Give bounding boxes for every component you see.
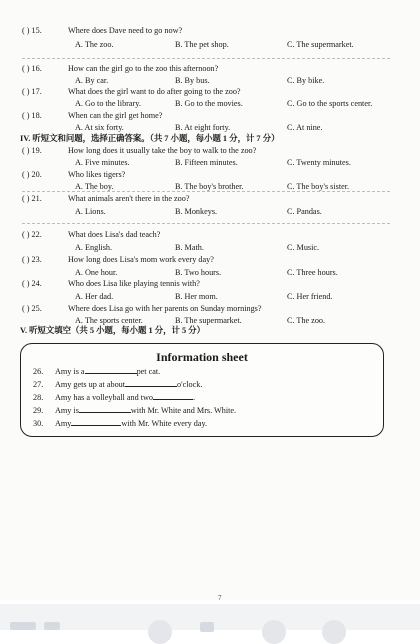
question-25 [22,304,262,314]
option-c: C. The boy's sister. [287,182,350,191]
option-a: A. Her dad. [75,292,114,301]
option-b: B. Fifteen minutes. [175,158,238,167]
option-c: C. Pandas. [287,207,322,216]
fold-line [22,223,390,224]
option-c: C. Music. [287,243,320,252]
question-15 [22,26,182,36]
question-number: ( ) 19. [22,146,42,155]
option-b: B. Math. [175,243,204,252]
fill-line-28 [33,392,195,403]
question-19 [22,146,256,156]
toolbar-more-icon[interactable] [322,620,346,644]
option-a: A. The zoo. [75,40,114,49]
option-a: A. The sports center. [75,316,143,325]
toolbar-circle-icon[interactable] [148,620,172,644]
question-stem: Who likes tigers? [68,170,126,179]
line-number: 27. [33,380,44,389]
option-b: B. The supermarket. [175,316,242,325]
line-number: 29. [33,406,44,415]
option-b: B. The boy's brother. [175,182,244,191]
question-number: ( ) 16. [22,64,42,73]
option-c: C. At nine. [287,123,323,132]
toolbar-share-icon[interactable] [262,620,286,644]
option-c: C. The zoo. [287,316,326,325]
line-text-before: Amy has a volleyball and two [55,393,154,402]
question-number: ( ) 25. [22,304,42,313]
option-a: A. By car. [75,76,109,85]
question-stem: How long does it usually take the boy to walk to the zoo? [68,146,257,155]
fold-line [22,191,390,192]
line-number: 28. [33,393,44,402]
option-a: A. At six forty. [75,123,124,132]
answer-blank[interactable] [79,405,131,413]
line-text-after: . [193,393,196,402]
question-stem: How long does Lisa's mom work every day? [68,255,214,264]
line-number: 26. [33,367,44,376]
line-text-after: o'clock. [177,380,203,389]
option-a: A. The boy. [75,182,114,191]
line-text-after: with Mr. White every day. [121,419,208,428]
question-number: ( ) 17. [22,87,42,96]
option-b: B. Monkeys. [175,207,218,216]
line-text-before: Amy gets up at about [55,380,126,389]
answer-blank[interactable] [71,418,121,426]
fold-line [22,58,390,59]
information-sheet [20,343,384,437]
question-16 [22,64,218,74]
question-23 [22,255,214,265]
option-b: B. Two hours. [175,268,222,277]
question-22 [22,230,160,240]
toolbar-list-icon[interactable] [44,622,60,630]
option-c: C. The supermarket. [287,40,354,49]
question-number: ( ) 15. [22,26,42,35]
section-5-heading: V. 听短文填空（共 5 小题，每小题 1 分，计 5 分） [20,326,206,335]
question-number: ( ) 23. [22,255,42,264]
option-b: B. The pet shop. [175,40,229,49]
option-a: A. Five minutes. [75,158,130,167]
fill-line-30 [33,418,207,429]
question-21 [22,194,190,204]
question-stem: What does Lisa's dad teach? [68,230,161,239]
question-24 [22,279,200,289]
question-stem: How can the girl go to the zoo this afternoon? [68,64,219,73]
option-b: B. Her mom. [175,292,218,301]
question-stem: When can the girl get home? [68,111,163,120]
line-text-after: pet cat. [136,367,161,376]
toolbar-tab-icon[interactable] [10,622,36,630]
line-text-before: Amy is a [55,367,85,376]
information-sheet-title: Information sheet [156,350,248,364]
viewer-toolbar [0,604,420,630]
option-c: C. By bike. [287,76,325,85]
question-stem: Who does Lisa like playing tennis with? [68,279,200,288]
fill-line-27 [33,379,202,390]
page-number: 7 [218,594,222,602]
toolbar-edit-icon[interactable] [200,622,214,632]
option-a: A. English. [75,243,113,252]
answer-blank[interactable] [85,366,137,374]
section-4-heading: IV. 听短文和问题，选择正确答案。（共 7 小题，每小题 1 分，计 7 分） [20,134,280,143]
question-number: ( ) 20. [22,170,42,179]
question-number: ( ) 24. [22,279,42,288]
line-text-before: Amy [55,419,72,428]
question-20 [22,170,125,180]
answer-blank[interactable] [153,392,196,402]
option-a: A. Lions. [75,207,106,216]
line-number: 30. [33,419,44,428]
question-number: ( ) 18. [22,111,42,120]
question-18 [22,111,162,121]
fill-line-26 [33,366,160,377]
option-a: A. One hour. [75,268,118,277]
option-a: A. Go to the library. [75,99,141,108]
question-stem: Where does Dave need to go now? [68,26,183,35]
line-text-after: with Mr. White and Mrs. White. [130,406,237,415]
line-text-before: Amy is [55,406,79,415]
option-c: C. Her friend. [287,292,333,301]
question-stem: What does the girl want to do after going to the zoo? [68,87,241,96]
option-b: B. By bus. [175,76,210,85]
option-b: B. At eight forty. [175,123,231,132]
answer-blank[interactable] [125,379,177,387]
question-stem: What animals aren't there in the zoo? [68,194,190,203]
option-c: C. Go to the sports center. [287,99,373,108]
question-number: ( ) 21. [22,194,42,203]
question-number: ( ) 22. [22,230,42,239]
option-c: C. Twenty minutes. [287,158,351,167]
question-stem: Where does Lisa go with her parents on Sunday mornings? [68,304,262,313]
question-17 [22,87,241,97]
option-c: C. Three hours. [287,268,338,277]
option-b: B. Go to the movies. [175,99,243,108]
fill-line-29 [33,405,236,416]
